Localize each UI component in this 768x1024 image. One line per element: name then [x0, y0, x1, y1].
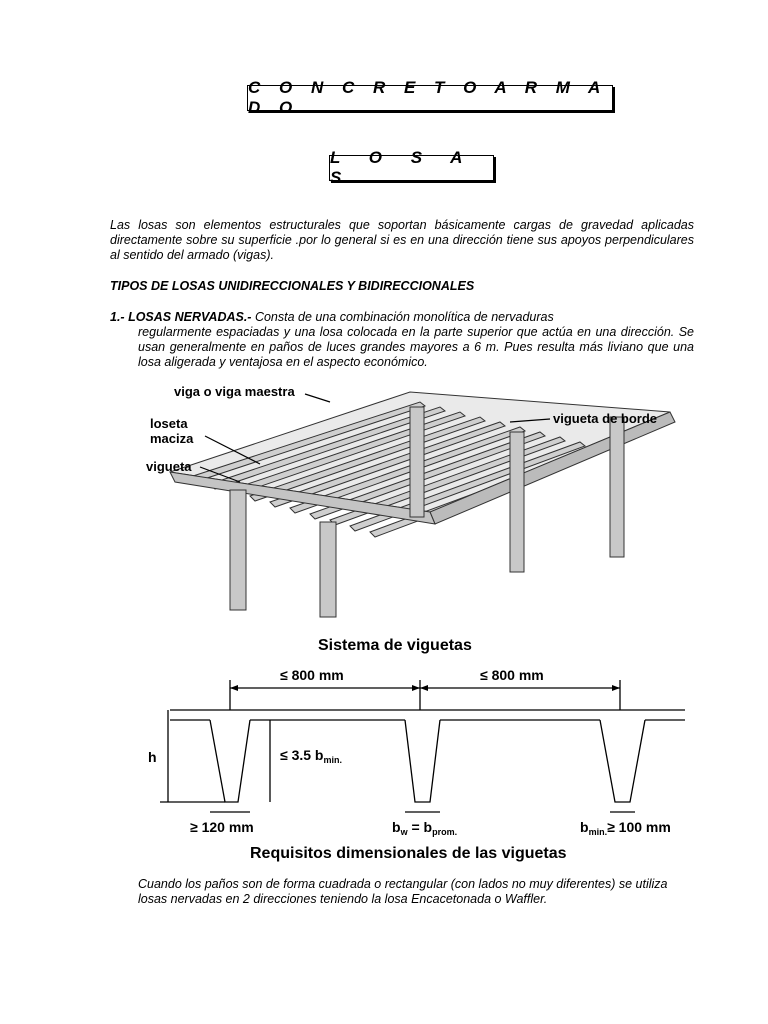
list-item-losas-nervadas [110, 310, 694, 370]
depth-label: ≤ 3.5 $b_{min.}$ [280, 747, 342, 765]
label-maciza: maciza [150, 431, 194, 446]
joist-system-figure [130, 372, 700, 662]
item-text-first: Consta de una combinación monolítica de nervaduras [254, 310, 554, 324]
figure1-caption: Sistema de viguetas [318, 637, 472, 654]
joist-dimensions-figure [140, 662, 700, 867]
closing-paragraph: Cuando los paños son de forma cuadrada o rectangular (con lados no muy diferentes) se utiliza losas nervadas en 2 direcciones teniendo la losa Encacetonada o Waffler. [138, 877, 668, 906]
document-subtitle [329, 148, 494, 187]
label-loseta: loseta [150, 416, 188, 431]
bmin-label: $b_{min.}\ge 100$ mm [580, 819, 671, 837]
figure2-caption: Requisitos dimensionales de las viguetas [250, 845, 567, 862]
document-subtitle-text: L O S A S [330, 148, 474, 187]
spacing-right-label: ≤ 800 mm [480, 667, 544, 683]
label-viga-maestra: viga o viga maestra [174, 384, 295, 399]
label-vigueta-borde: vigueta de borde [553, 411, 658, 426]
cross-section-drawing [160, 680, 685, 812]
label-vigueta: vigueta [146, 459, 192, 474]
item-text-rest: regularmente espaciadas y una losa colocada en la parte superior que actúa en una dirección. Se usan generalmente en paños de luces grandes mayores a 6 m. Pues resulta más liviano que una losa aligerada y ventajosa en el aspecto económico. [138, 325, 694, 369]
item-lead: LOSAS NERVADAS.- [128, 310, 252, 324]
height-label: h [148, 749, 157, 765]
section-heading: TIPOS DE LOSAS UNIDIRECCIONALES Y BIDIRECCIONALES [110, 279, 475, 293]
document-title [247, 78, 613, 117]
bw-label: $b_w = b_{prom.}$ [392, 819, 458, 837]
spacing-left-label: ≤ 800 mm [280, 667, 344, 683]
intro-paragraph: Las losas son elementos estructurales que soportan básicamente cargas de gravedad aplicadas directamente sobre su superficie .por lo general si es en una dirección tiene sus apoyos perpendiculares al sentido del armado (vigas). [110, 218, 694, 262]
item-number: 1.- [110, 310, 125, 324]
min-width-left-label: ≥ 120 mm [190, 819, 254, 835]
document-title-text: C O N C R E T O A R M A D O [248, 78, 607, 117]
